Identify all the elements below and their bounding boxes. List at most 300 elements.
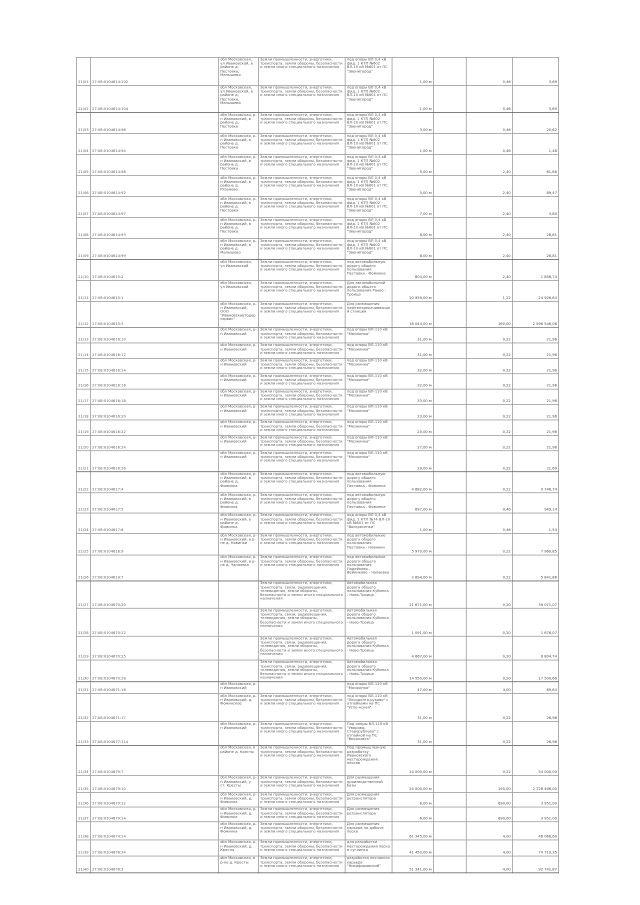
row-number-cell: 21/23 — [76, 493, 90, 513]
purpose-cell: под опоры ВЛ-110 кВ "Мозжинка" — [345, 451, 392, 472]
row-number-cell: 21/18 — [76, 405, 90, 420]
area-cell: 8,00 м — [392, 218, 433, 239]
area-cell: 21 671,00 м — [392, 581, 433, 608]
purpose-cell: под автомобильные дороги общего пользования Ладейково - Вейниково - Чапаевка — [345, 555, 392, 581]
land-category-cell: Земли промышленности, энергетики, транспорта, земли обороны, безопасности и земли иного специального назначения — [258, 197, 345, 218]
empty-cell — [433, 435, 466, 450]
cadastral-number-cell: 27:08:0104679:14 — [90, 807, 218, 822]
empty-cell — [433, 722, 466, 746]
area-cell: 1,00 м — [392, 57, 433, 85]
table-row — [76, 281, 558, 302]
rate-cell: 4,00 — [466, 682, 512, 694]
rate-cell: 0,22 — [466, 405, 512, 420]
address-cell — [218, 581, 258, 608]
land-category-cell: Земли промышленности, энергетики, транспорта, земли обороны, безопасности и земли иного специального назначения — [258, 792, 345, 807]
table-body — [76, 57, 558, 872]
land-category-cell: Земли промышленности, энергетики, транспорта, земли обороны, безопасности и земли иного специального назначения — [258, 533, 345, 555]
rent-total-cell: 21,96 — [512, 435, 558, 450]
row-number-cell: 21/37 — [76, 807, 90, 822]
purpose-cell: разработка песчаного карьера "Никифоровский" — [345, 856, 392, 873]
area-cell: 5,00 м — [392, 176, 433, 197]
land-category-cell: Земли промышленности, энергетики, транспорта, земли обороны, безопасности и земли иного специального назначения — [258, 555, 345, 581]
empty-cell — [433, 358, 466, 373]
cadastral-number-cell: 27:08:0104616:24 — [90, 435, 218, 450]
address-cell: обл Московская, р-н Ивановский, в районе д. Пестовка — [218, 218, 258, 239]
cadastral-number-cell: 27:08:0104616:10 — [90, 328, 218, 343]
purpose-cell: под опоры ВЛ-110 кВ "Мозжинка" — [345, 389, 392, 404]
rent-total-cell: 3,80 — [512, 197, 558, 218]
cadastral-number-cell: 27:08:0104614:97 — [90, 197, 218, 218]
area-cell: 24 000,00 м — [392, 776, 433, 793]
rent-total-cell: 3,69 — [512, 57, 558, 85]
land-category-cell: Земли промышленности, энергетики, транспорта, земли обороны, безопасности и земли иного специального назначения — [258, 745, 345, 775]
land-category-cell: Земли промышленности, энергетики, транспорта, земли обороны, безопасности и земли иного специального назначения — [258, 451, 345, 472]
row-number-cell: 21/35 — [76, 776, 90, 793]
area-cell: 1,00 м — [392, 134, 433, 155]
row-number-cell: 21/38 — [76, 822, 90, 840]
rate-cell: 0,20 — [466, 581, 512, 608]
row-number-cell: 21/12 — [76, 302, 90, 328]
rate-cell: 690,00 — [466, 807, 512, 822]
address-cell: обл Московская, в р-не д. Кресты — [218, 856, 258, 873]
rate-cell: 0,22 — [466, 722, 512, 746]
rate-cell: 0,22 — [466, 358, 512, 373]
rate-cell: 0,46 — [466, 113, 512, 134]
rent-total-cell: 1 876,07 — [512, 608, 558, 636]
purpose-cell: под опоры ВЛ-110 кВ "Мозжинка" — [345, 435, 392, 450]
address-cell: обл Московская, р-н Ивановский, в районе д. Пестовка — [218, 155, 258, 176]
empty-cell — [433, 57, 466, 85]
purpose-cell: под опоры ВЛ 0,4 кВ фид. 1 КТП №602 ВЛ-10 кВ №601 от ПС "Звенигород" — [345, 197, 392, 218]
table-row — [76, 435, 558, 450]
empty-cell — [433, 281, 466, 302]
rent-total-cell: 92 742,87 — [512, 856, 558, 873]
table-row — [76, 302, 558, 328]
empty-cell — [433, 682, 466, 694]
area-cell: 29,00 м — [392, 451, 433, 472]
table-row — [76, 85, 558, 112]
land-category-cell: Земли промышленности, энергетики, транспорта, земли обороны, безопасности и земли иного специального назначения — [258, 807, 345, 822]
rate-cell: 0,22 — [466, 472, 512, 493]
empty-cell — [433, 85, 466, 112]
land-category-cell: Земли промышленности, энергетики, транспорта, связи, радиовещания, телевидения, земли обороны, безопасности и земли иного специального назначения — [258, 581, 345, 608]
rate-cell: 2,40 — [466, 197, 512, 218]
empty-cell — [433, 792, 466, 807]
purpose-cell: под автомобильную дорогу общего пользования Пестовка - Фоминка — [345, 260, 392, 281]
rate-cell: 0,46 — [466, 85, 512, 112]
cadastral-number-cell: 27:08:0104615:2 — [90, 260, 218, 281]
rent-total-cell: 2 728 496,00 — [512, 776, 558, 793]
address-cell — [218, 660, 258, 682]
row-number-cell: 21/22 — [76, 472, 90, 493]
rent-total-cell: 2 596 546,08 — [512, 302, 558, 328]
area-cell: 6,00 м — [392, 792, 433, 807]
empty-cell — [433, 218, 466, 239]
purpose-cell: под автомобильную дорогу общего пользования Пестовка - Фоминка — [345, 472, 392, 493]
rent-total-cell: 1,54 — [512, 513, 558, 533]
row-number-cell: 21/15 — [76, 358, 90, 373]
cadastral-number-cell: 27:08:0104614:92 — [90, 176, 218, 197]
row-number-cell: 21/10 — [76, 260, 90, 281]
cadastral-number-cell: 27:08:0104670:28 — [90, 660, 218, 682]
address-cell: обл Московская, р-н Ивановский, д. Кресты — [218, 840, 258, 856]
row-number-cell: 21/06 — [76, 176, 90, 197]
area-cell: 8,00 м — [392, 239, 433, 260]
purpose-cell: под опоры ВЛ-110 кВ "Мозжинка" — [345, 420, 392, 435]
cadastral-number-cell: 27:08:0104614:99 — [90, 239, 218, 260]
row-number-cell: 21/34 — [76, 745, 90, 775]
row-number-cell: 21/33 — [76, 722, 90, 746]
area-cell: 51 341,00 м — [392, 856, 433, 873]
row-number-cell: 21/19 — [76, 420, 90, 435]
rate-cell: 2,40 — [466, 260, 512, 281]
rate-cell: 0,46 — [466, 493, 512, 513]
address-cell: обл Московская, р-н Ивановский, в районе д. Малышево — [218, 239, 258, 260]
empty-cell — [433, 840, 466, 856]
cadastral-number-cell: 27:08:0104670:20 — [90, 581, 218, 608]
cadastral-number-cell: 27:08:0104616:26 — [90, 451, 218, 472]
area-cell: 5 970,00 м — [392, 533, 433, 555]
purpose-cell: Для размещения ретранслятора — [345, 792, 392, 807]
empty-cell — [433, 420, 466, 435]
address-cell: обл Московская, р-н Ивановский, в районе д. Пестовка — [218, 134, 258, 155]
table-row — [76, 608, 558, 636]
rate-cell: 0,22 — [466, 694, 512, 722]
table-row — [76, 343, 558, 358]
area-cell: 20 959,00 м — [392, 281, 433, 302]
rate-cell: 2,40 — [466, 218, 512, 239]
rate-cell: 0,20 — [466, 660, 512, 682]
address-cell: обл Московская, р-н Ивановский, в р-не д. Новинки — [218, 533, 258, 555]
rent-total-cell: 21,96 — [512, 405, 558, 420]
rate-cell: 190,00 — [466, 776, 512, 793]
rate-cell: 0,22 — [466, 420, 512, 435]
empty-cell — [433, 608, 466, 636]
rent-total-cell: 21,96 — [512, 343, 558, 358]
rate-cell: 0,22 — [466, 389, 512, 404]
land-category-cell: Земли промышленности, энергетики, транспорта, земли обороны, безопасности и земли иного специального назначения — [258, 694, 345, 722]
table-row — [76, 856, 558, 873]
address-cell: обл Московская, р-н Ивановский — [218, 358, 258, 373]
row-number-cell: 21/05 — [76, 155, 90, 176]
rent-total-cell: 3,69 — [512, 85, 558, 112]
purpose-cell: Автомобильная дорога общего пользования Кубинка - Ново-Троица — [345, 581, 392, 608]
row-number-cell: 21/39 — [76, 840, 90, 856]
cadastral-number-cell: 27:08:0104614:104 — [90, 85, 218, 112]
table-row — [76, 197, 558, 218]
cadastral-number-cell: 27:08:0104676:3 — [90, 856, 218, 873]
table-row — [76, 389, 558, 404]
table-row — [76, 745, 558, 775]
table-row — [76, 176, 558, 197]
purpose-cell: Автомобильная дорога общего пользования Кубинка - Ново-Троица — [345, 660, 392, 682]
empty-cell — [433, 513, 466, 533]
address-cell: обл Московская, р-н Ивановский, в районе д. Фоминка — [218, 472, 258, 493]
table-row — [76, 472, 558, 493]
land-category-cell: Земли промышленности, энергетики, транспорта, земли обороны, безопасности и земли иного специального назначения — [258, 722, 345, 746]
row-number-cell: 21/30 — [76, 660, 90, 682]
table-row — [76, 581, 558, 608]
area-cell: 16 044,00 м — [392, 302, 433, 328]
cadastral-number-cell: 27:08:0104618:9 — [90, 533, 218, 555]
area-cell: 5,00 м — [392, 155, 433, 176]
land-category-cell — [258, 682, 345, 694]
area-cell: 47,00 м — [392, 682, 433, 694]
table-scale-wrapper — [76, 57, 558, 873]
table-row — [76, 792, 558, 807]
rent-total-cell: 46 066,60 — [512, 822, 558, 840]
area-cell: 3,00 м — [392, 113, 433, 134]
purpose-cell: под опоры ВЛ 0,4 кВ фид. 1 КТП №602 ВЛ-10 кВ №601 от ПС "Звенигород" — [345, 155, 392, 176]
cadastral-number-cell: 27:08:0104671:16 — [90, 682, 218, 694]
empty-cell — [433, 451, 466, 472]
address-cell: обл Московская, р-н Ивановский, в районе д. Фоминка — [218, 493, 258, 513]
empty-cell — [433, 472, 466, 493]
purpose-cell: для разработки месторождения песка и суглинка — [345, 840, 392, 856]
address-cell: обл Московская, р-н Ивановский — [218, 682, 258, 694]
table-row — [76, 636, 558, 660]
row-number-cell: 21/29 — [76, 636, 90, 660]
empty-cell — [433, 374, 466, 389]
purpose-cell: под опоры ВЛ-110 кВ "Мозжинка" — [345, 343, 392, 358]
address-cell: обл Московская, р-н Ивановский, в районе д. Пестовка — [218, 197, 258, 218]
address-cell: обл Московская, р-н Ивановский, в районе д. Рязаново — [218, 176, 258, 197]
address-cell: обл Московская, р-н Ивановский — [218, 389, 258, 404]
row-number-cell: 21/14 — [76, 343, 90, 358]
land-category-cell: Земли промышленности, энергетики, транспорта, земли обороны, безопасности и земли иного специального назначения — [258, 155, 345, 176]
address-cell: обл Московская, р-н Ивановский, ООО "Ивановскавтодорсервис" — [218, 302, 258, 328]
address-cell: обл Московская, р-н Ивановский, д. Фоминское — [218, 694, 258, 722]
rate-cell: 0,46 — [466, 513, 512, 533]
rent-total-cell: 21,96 — [512, 374, 558, 389]
rate-cell: 690,00 — [466, 792, 512, 807]
land-category-cell: Земли промышленности, энергетики, транспорта, земли обороны, безопасности и земли иного специального назначения — [258, 328, 345, 343]
rent-total-cell: 74 719,35 — [512, 840, 558, 856]
address-cell: обл Московская, р-н Ивановский — [218, 451, 258, 472]
table-row — [76, 155, 558, 176]
table-row — [76, 807, 558, 822]
address-cell — [218, 636, 258, 660]
area-cell: 31,00 м — [392, 328, 433, 343]
rate-cell: 0,22 — [466, 435, 512, 450]
land-category-cell: Земли промышленности, энергетики, транспорта, земли обороны, безопасности и земли иного специального назначения — [258, 374, 345, 389]
row-number-cell: 21/31 — [76, 682, 90, 694]
purpose-cell: под опоры ВЛ 0,4 кВ фид. 1 КТП №602 ВЛ-10 кВ №601 от ПС "Звенигород" — [345, 218, 392, 239]
land-category-cell: Земли промышленности, энергетики, транспорта, земли обороны, безопасности и земли иного специального назначения — [258, 57, 345, 85]
purpose-cell: под опоры ВЛ 0,4 кВ фид. 1 КТП №74 ВЛ-10 кВ №601 от ПС "Воскресенки" — [345, 513, 392, 533]
row-number-cell: 21/11 — [76, 281, 90, 302]
address-cell: обл Московская, р-н Ивановский, в р-не д. Чапаевка — [218, 555, 258, 581]
table-row — [76, 533, 558, 555]
rent-total-cell: 21,96 — [512, 358, 558, 373]
row-number-cell: 21/04 — [76, 134, 90, 155]
land-category-cell: Земли промышленности, энергетики, транспорта, земли обороны, безопасности и земли иного специального назначения — [258, 134, 345, 155]
table-row — [76, 374, 558, 389]
rent-total-cell: 24 926,84 — [512, 281, 558, 302]
purpose-cell: под опоры ВЛ 0,4 кВ фид. 1 КТП №602 ВЛ-10 кВ №601 от ПС "Звенигород" — [345, 113, 392, 134]
rate-cell: 1,22 — [466, 281, 512, 302]
area-cell: 23,00 м — [392, 405, 433, 420]
cadastral-number-cell: 27:08:0104616:20 — [90, 405, 218, 420]
empty-cell — [433, 533, 466, 555]
purpose-cell: под опоры ВЛ-110 кВ "Мозжинка" — [345, 358, 392, 373]
rate-cell: 0,46 — [466, 134, 512, 155]
table-row — [76, 134, 558, 155]
row-number-cell: 21/25 — [76, 533, 90, 555]
empty-cell — [433, 745, 466, 775]
cadastral-number-cell: 27:08:0104615:1 — [90, 281, 218, 302]
purpose-cell: Под опоры ВЛ-110 кВ "Уварово-Старорублево" с отпайкой на ПС "Высоковск" — [345, 722, 392, 746]
table-row — [76, 239, 558, 260]
rate-cell: 2,40 — [466, 176, 512, 197]
rent-total-cell: 7 960,85 — [512, 533, 558, 555]
cadastral-number-cell: 27:08:0104670:25 — [90, 636, 218, 660]
area-cell: 4 667,00 м — [392, 636, 433, 660]
land-category-cell: Земли промышленности, энергетики, транспорта, связи, радиовещания, телевидения, земли обороны, безопасности и земли иного специального назначения — [258, 660, 345, 682]
rate-cell: 0,46 — [466, 57, 512, 85]
rent-total-cell: 1,48 — [512, 134, 558, 155]
rent-total-cell: 28,81 — [512, 218, 558, 239]
land-category-cell: Земли промышленности, энергетики, транспорта, земли обороны, безопасности и земли иного специального назначения — [258, 776, 345, 793]
purpose-cell: Автомобильная дорога общего пользования Кубинка - Ново-Троица — [345, 636, 392, 660]
address-cell — [218, 608, 258, 636]
table-row — [76, 776, 558, 793]
rent-total-cell: 1 856,74 — [512, 260, 558, 281]
row-number-cell: 21/26 — [76, 555, 90, 581]
area-cell: 27,00 м — [392, 435, 433, 450]
address-cell: обл Московская, р-н Ивановский — [218, 722, 258, 746]
address-cell: обл Московская, р-н Ивановский, в районе д. Пестовка — [218, 113, 258, 134]
purpose-cell: под опоры ВЛ-110 кВ "Мозжинка" — [345, 328, 392, 343]
empty-cell — [433, 581, 466, 608]
empty-cell — [433, 155, 466, 176]
empty-cell — [433, 302, 466, 328]
table-row — [76, 555, 558, 581]
land-category-cell: Земли промышленности, энергетики, транспорта, земли обороны, безопасности и земли иного специального назначения — [258, 840, 345, 856]
land-category-cell: Земли промышленности, энергетики, транспорта, земли обороны, безопасности и земли иного специального назначения — [258, 281, 345, 302]
address-cell: обл Московская, р-н Ивановский — [218, 420, 258, 435]
area-cell: 31,00 м — [392, 343, 433, 358]
purpose-cell: Для автомобильной дороги общего пользования Раево - Троица — [345, 281, 392, 302]
row-number-cell: 21/36 — [76, 792, 90, 807]
row-number-cell: 21/40 — [76, 856, 90, 873]
empty-cell — [433, 239, 466, 260]
cadastral-number-cell: 27:08:0104616:16 — [90, 374, 218, 389]
land-category-cell: Земли промышленности, энергетики, транспорта, связи, радиовещания, телевидения, земли обороны, безопасности и земли иного специального назначения — [258, 636, 345, 660]
rate-cell: 4,00 — [466, 840, 512, 856]
rate-cell: 0,22 — [466, 533, 512, 555]
empty-cell — [433, 176, 466, 197]
row-number-cell: 21/24 — [76, 513, 90, 533]
table-row — [76, 493, 558, 513]
land-category-cell: Земли промышленности, энергетики, транспорта, земли обороны, безопасности и земли иного специального назначения — [258, 260, 345, 281]
area-cell: 697,00 м — [392, 493, 433, 513]
row-number-cell: 21/20 — [76, 435, 90, 450]
cadastral-number-cell: 27:08:0104676:34 — [90, 840, 218, 856]
empty-cell — [433, 822, 466, 840]
land-category-cell: Земли промышленности, энергетики, транспорта, земли обороны, безопасности и земли иного специального назначения — [258, 435, 345, 450]
cadastral-number-cell: 27:08:0104670:22 — [90, 608, 218, 636]
rent-total-cell: 26,98 — [512, 694, 558, 722]
area-cell: 61 345,00 м — [392, 822, 433, 840]
area-cell: 4 682,00 м — [392, 472, 433, 493]
land-category-cell: Земли промышленности, энергетики, транспорта, земли обороны, безопасности и земли иного специального назначения — [258, 856, 345, 873]
row-number-cell: 21/32 — [76, 694, 90, 722]
cadastral-number-cell: 27:08:0104617:4 — [90, 472, 218, 493]
rent-total-cell: 9 746,74 — [512, 472, 558, 493]
rent-total-cell: 5 841,86 — [512, 555, 558, 581]
rent-total-cell: 61,86 — [512, 155, 558, 176]
purpose-cell: под опоры ВЛ 0,4 кВ фид. 1 КТП №602 ВЛ-10 кВ №601 от ПС "Звенигород" — [345, 134, 392, 155]
rent-total-cell: 69,84 — [512, 682, 558, 694]
cadastral-number-cell: 27:08:0104671:17 — [90, 694, 218, 722]
row-number-cell: 21/21 — [76, 451, 90, 472]
cadastral-number-cell: 27:08:0104614:94 — [90, 134, 218, 155]
rent-total-cell: 21,96 — [512, 328, 558, 343]
row-number-cell: 21/17 — [76, 389, 90, 404]
land-category-cell: Земли промышленности, энергетики, транспорта, земли обороны, безопасности и земли иного специального назначения — [258, 239, 345, 260]
area-cell: 31,00 м — [392, 694, 433, 722]
address-cell: обл Московская, р-н Ивановский — [218, 405, 258, 420]
purpose-cell: Автомобильная дорога общего пользования Кубинка - Ново-Троица — [345, 608, 392, 636]
cadastral-number-cell: 27:08:0104619:7 — [90, 555, 218, 581]
land-category-cell: Земли промышленности, энергетики, транспорта, земли обороны, безопасности и земли иного специального назначения — [258, 389, 345, 404]
land-category-cell: Земли промышленности, энергетики, транспорта, земли обороны, безопасности и земли иного специального назначения — [258, 302, 345, 328]
cadastral-number-cell: 27:08:0104679:10 — [90, 776, 218, 793]
rent-total-cell: 6 804,74 — [512, 636, 558, 660]
empty-cell — [433, 134, 466, 155]
purpose-cell: Для размещения ретранслятора — [345, 807, 392, 822]
empty-cell — [433, 405, 466, 420]
address-cell: обл Московская, р-н Ивановский, д. Фоминка — [218, 822, 258, 840]
row-number-cell: 21/27 — [76, 581, 90, 608]
area-cell: 24 000,00 м — [392, 745, 433, 775]
purpose-cell: под опоры ВЛ 0,4 кВ фид. 1 КТП №602 ВЛ-10 кВ №601 от ПС "Звенигород" — [345, 85, 392, 112]
empty-cell — [433, 555, 466, 581]
address-cell: обл Московская, ул Ивановской — [218, 281, 258, 302]
cadastral-number-cell: 27:08:0104617:6 — [90, 513, 218, 533]
purpose-cell: под автомобильную дорогу общего пользования Пестовка - Новинки — [345, 533, 392, 555]
empty-cell — [433, 328, 466, 343]
empty-cell — [433, 636, 466, 660]
address-cell: обл Московская, р-н Ивановский, д. Фоминка — [218, 792, 258, 807]
cadastral-number-cell: 27:08:0104614:93 — [90, 218, 218, 239]
table-row — [76, 840, 558, 856]
rent-total-cell: 3 951,00 — [512, 807, 558, 822]
rent-total-cell: 54 000,00 — [512, 745, 558, 775]
land-category-cell: Земли промышленности, энергетики, транспорта, земли обороны, безопасности и земли иного специального назначения — [258, 405, 345, 420]
row-number-cell: 21/02 — [76, 85, 90, 112]
rate-cell: 2,40 — [466, 155, 512, 176]
address-cell: обл Московская, р-н Ивановский — [218, 343, 258, 358]
area-cell: 14 550,00 м — [392, 660, 433, 682]
land-category-cell: Земли промышленности, энергетики, транспорта, земли обороны, безопасности и земли иного специального назначения — [258, 513, 345, 533]
table-row — [76, 660, 558, 682]
address-cell: обл Московская, р-н Ивановский — [218, 435, 258, 450]
land-category-cell: Земли промышленности, энергетики, транспорта, земли обороны, безопасности и земли иного специального назначения — [258, 472, 345, 493]
cadastral-number-cell: 27:08:0104616:12 — [90, 343, 218, 358]
table-row — [76, 682, 558, 694]
empty-cell — [433, 776, 466, 793]
address-cell: обл Московская, р-н Ивановский — [218, 374, 258, 389]
empty-cell — [433, 113, 466, 134]
table-row — [76, 822, 558, 840]
row-number-cell: 21/28 — [76, 608, 90, 636]
purpose-cell: под опоры ВЛ-110 кВ "Мозжинка" — [345, 374, 392, 389]
rent-total-cell: 21,96 — [512, 389, 558, 404]
land-category-cell: Земли промышленности, энергетики, транспорта, земли обороны, безопасности и земли иного специального назначения — [258, 85, 345, 112]
empty-cell — [433, 197, 466, 218]
